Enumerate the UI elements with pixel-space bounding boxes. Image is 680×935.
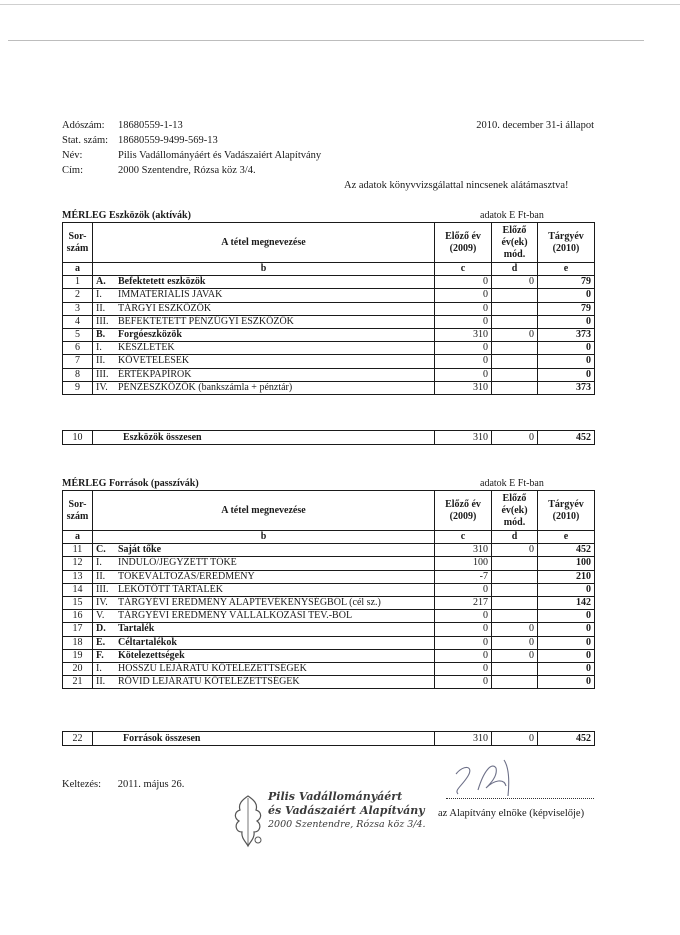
table-row: [63, 676, 595, 689]
row-number: 21: [63, 676, 93, 689]
tax-number-label: Adószám:: [62, 120, 105, 131]
col-header-mod: Előző év(ek) mód.: [492, 491, 538, 531]
table-row: [63, 662, 595, 675]
row-code: IV.: [96, 381, 108, 393]
row-label: PÉNZESZKÖZÖK (bankszámla + pénztár): [118, 381, 293, 393]
row-code: F.: [96, 649, 104, 661]
header-row: [62, 133, 602, 148]
row-name: [93, 368, 435, 381]
assets-unit: adatok E Ft-ban: [480, 210, 544, 221]
row-prev-value: 0: [435, 355, 492, 368]
total-label: Források összesen: [93, 732, 435, 746]
row-name: [93, 649, 435, 662]
total-number: 22: [63, 732, 93, 746]
row-number: 12: [63, 557, 93, 570]
row-prev-value: 310: [435, 328, 492, 341]
row-mod-value: 0: [492, 544, 538, 557]
row-curr-value: 0: [538, 662, 595, 675]
row-curr-value: 0: [538, 342, 595, 355]
row-label: BEFEKTETETT PÉNZÜGYI ESZKÖZÖK: [118, 315, 294, 327]
header-row: [62, 163, 602, 178]
scan-edge-line: [8, 40, 644, 41]
table-row: [63, 583, 595, 596]
col-header-curr: Tárgyév (2010): [538, 223, 595, 263]
row-code: I.: [96, 342, 102, 354]
table-header-row: [63, 491, 595, 531]
col-header-sor: Sor- szám: [63, 223, 93, 263]
column-letter: a: [63, 263, 93, 276]
row-label: KÉSZLETEK: [118, 342, 175, 354]
row-prev-value: 0: [435, 623, 492, 636]
row-number: 19: [63, 649, 93, 662]
column-letter: a: [63, 531, 93, 544]
row-curr-value: 0: [538, 355, 595, 368]
row-code: IV.: [96, 597, 108, 609]
row-name: [93, 610, 435, 623]
row-curr-value: 0: [538, 368, 595, 381]
row-name: [93, 355, 435, 368]
stamp-line: és Vadászaiért Alapítvány: [268, 804, 425, 817]
row-number: 4: [63, 315, 93, 328]
col-header-prev: Előző év (2009): [435, 223, 492, 263]
total-label: Eszközök összesen: [93, 431, 435, 445]
assets-title: MÉRLEG Eszközök (aktívák): [62, 210, 191, 221]
row-name: [93, 570, 435, 583]
row-curr-value: 0: [538, 289, 595, 302]
column-letter: e: [538, 263, 595, 276]
row-mod-value: [492, 381, 538, 394]
column-letter: c: [435, 531, 492, 544]
stat-number-label: Stat. szám:: [62, 135, 109, 146]
row-code: III.: [96, 368, 109, 380]
row-name: [93, 557, 435, 570]
row-prev-value: 0: [435, 315, 492, 328]
row-code: C.: [96, 544, 106, 556]
address-value: 2000 Szentendre, Rózsa köz 3/4.: [118, 165, 256, 176]
scan-edge-line: [0, 4, 680, 5]
table-row: [63, 610, 595, 623]
total-curr-value: 452: [538, 732, 595, 746]
row-label: TÁRGYÉVI EREDMÉNY ALAPTEVÉKENYSÉGBŐL (cél sz.): [118, 597, 381, 609]
row-name: [93, 596, 435, 609]
liabilities-total-table: [62, 731, 595, 746]
row-label: HOSSZÚ LEJÁRATÚ KÖTELEZETTSÉGEK: [118, 662, 307, 674]
row-name: [93, 636, 435, 649]
table-row: [63, 649, 595, 662]
stat-number-value: 18680559-9499-569-13: [118, 135, 218, 146]
column-letter: e: [538, 531, 595, 544]
total-mod-value: 0: [492, 431, 538, 445]
column-letter: c: [435, 263, 492, 276]
row-mod-value: [492, 610, 538, 623]
table-row: [63, 302, 595, 315]
row-mod-value: [492, 557, 538, 570]
row-prev-value: 100: [435, 557, 492, 570]
row-name: [93, 662, 435, 675]
row-code: II.: [96, 570, 106, 582]
row-curr-value: 0: [538, 610, 595, 623]
col-header-name: A tétel megnevezése: [93, 223, 435, 263]
date-value: 2011. május 26.: [117, 779, 185, 790]
row-code: I.: [96, 557, 102, 569]
row-code: III.: [96, 583, 109, 595]
row-mod-value: 0: [492, 649, 538, 662]
row-prev-value: 0: [435, 289, 492, 302]
row-prev-value: 0: [435, 583, 492, 596]
row-name: [93, 583, 435, 596]
document-header: [62, 118, 602, 178]
row-curr-value: 210: [538, 570, 595, 583]
column-letter: d: [492, 531, 538, 544]
row-code: I.: [96, 662, 102, 674]
row-curr-value: 0: [538, 676, 595, 689]
row-name: [93, 381, 435, 394]
name-value: Pilis Vadállományáért és Vadászaiért Alapítvány: [118, 150, 322, 161]
row-number: 3: [63, 302, 93, 315]
table-row: [63, 276, 595, 289]
assets-total-table: [62, 430, 595, 445]
table-row: [63, 289, 595, 302]
row-mod-value: 0: [492, 623, 538, 636]
table-row: [63, 355, 595, 368]
signature-mark: [434, 750, 544, 805]
liabilities-title: MÉRLEG Források (passzívák): [62, 478, 199, 489]
row-number: 1: [63, 276, 93, 289]
row-number: 13: [63, 570, 93, 583]
date-label: Keltezés:: [62, 779, 102, 790]
row-label: INDULÓ/JEGYZETT TŐKE: [118, 557, 237, 569]
row-mod-value: [492, 302, 538, 315]
column-letter: d: [492, 263, 538, 276]
table-row: [63, 368, 595, 381]
table-row: [63, 623, 595, 636]
row-mod-value: [492, 368, 538, 381]
row-number: 5: [63, 328, 93, 341]
row-label: Befektetett eszközök: [118, 276, 206, 288]
row-prev-value: 0: [435, 649, 492, 662]
row-curr-value: 0: [538, 636, 595, 649]
row-prev-value: 0: [435, 662, 492, 675]
table-header-row: [63, 223, 595, 263]
row-label: TŐKEVÁLTOZÁS/EREDMÉNY: [118, 570, 255, 582]
col-header-sor: Sor- szám: [63, 491, 93, 531]
row-number: 8: [63, 368, 93, 381]
signature-block: [424, 750, 604, 840]
row-curr-value: 452: [538, 544, 595, 557]
row-prev-value: 310: [435, 381, 492, 394]
column-letter: b: [93, 263, 435, 276]
row-mod-value: [492, 596, 538, 609]
stamp-line: 2000 Szentendre, Rózsa köz 3/4.: [268, 819, 426, 830]
row-prev-value: 0: [435, 342, 492, 355]
table-row: [63, 381, 595, 394]
date-line: [62, 779, 184, 790]
total-row: [63, 431, 595, 445]
row-prev-value: 0: [435, 610, 492, 623]
row-label: TÁRGYÉVI EREDMÉNY VÁLLALKOZÁSI TEV.-BŐL: [118, 610, 353, 622]
name-label: Név:: [62, 150, 83, 161]
table-row: [63, 570, 595, 583]
column-letter: b: [93, 531, 435, 544]
row-curr-value: 142: [538, 596, 595, 609]
row-curr-value: 0: [538, 583, 595, 596]
oak-leaf-icon: [228, 790, 268, 850]
signature-line: [446, 798, 594, 799]
row-curr-value: 373: [538, 328, 595, 341]
total-prev-value: 310: [435, 732, 492, 746]
row-label: Tartalék: [118, 623, 155, 635]
row-mod-value: [492, 583, 538, 596]
row-label: Saját tőke: [118, 544, 162, 556]
total-mod-value: 0: [492, 732, 538, 746]
row-code: A.: [96, 276, 106, 288]
row-number: 7: [63, 355, 93, 368]
row-name: [93, 342, 435, 355]
total-prev-value: 310: [435, 431, 492, 445]
row-prev-value: 0: [435, 368, 492, 381]
col-header-prev: Előző év (2009): [435, 491, 492, 531]
row-number: 18: [63, 636, 93, 649]
row-mod-value: [492, 570, 538, 583]
row-code: V.: [96, 610, 105, 622]
row-label: RÖVID LEJÁRATÚ KÖTELEZETTSÉGEK: [118, 676, 300, 688]
row-prev-value: 310: [435, 544, 492, 557]
row-code: I.: [96, 289, 102, 301]
row-label: LEKÖTÖTT TARTALÉK: [118, 583, 223, 595]
row-number: 15: [63, 596, 93, 609]
row-curr-value: 0: [538, 315, 595, 328]
header-row: [62, 118, 602, 133]
signature-caption: az Alapítvány elnöke (képviselője): [438, 808, 585, 819]
row-number: 11: [63, 544, 93, 557]
table-row: [63, 315, 595, 328]
liabilities-unit: adatok E Ft-ban: [480, 478, 544, 489]
row-code: II.: [96, 676, 106, 688]
row-name: [93, 544, 435, 557]
row-number: 14: [63, 583, 93, 596]
row-mod-value: 0: [492, 276, 538, 289]
row-curr-value: 0: [538, 649, 595, 662]
header-row: [62, 148, 602, 163]
row-name: [93, 289, 435, 302]
row-prev-value: -7: [435, 570, 492, 583]
row-number: 17: [63, 623, 93, 636]
row-code: B.: [96, 329, 106, 341]
row-mod-value: [492, 315, 538, 328]
row-prev-value: 0: [435, 276, 492, 289]
row-name: [93, 328, 435, 341]
stamp-line: Pilis Vadállományáért: [268, 790, 403, 803]
row-mod-value: [492, 355, 538, 368]
foundation-stamp: [228, 790, 428, 850]
row-curr-value: 0: [538, 623, 595, 636]
row-label: Kötelezettségek: [118, 649, 185, 661]
row-prev-value: 217: [435, 596, 492, 609]
column-letter-row: [63, 263, 595, 276]
row-mod-value: 0: [492, 328, 538, 341]
row-number: 2: [63, 289, 93, 302]
row-label: IMMATERIÁLIS JAVAK: [118, 289, 223, 301]
address-label: Cím:: [62, 165, 84, 176]
row-name: [93, 676, 435, 689]
row-curr-value: 373: [538, 381, 595, 394]
tax-number-value: 18680559-1-13: [118, 120, 183, 131]
state-date: 2010. december 31-i állapot: [476, 120, 594, 131]
assets-table: [62, 222, 595, 395]
liabilities-table: [62, 490, 595, 689]
row-name: [93, 302, 435, 315]
table-row: [63, 596, 595, 609]
table-row: [63, 636, 595, 649]
col-header-name: A tétel megnevezése: [93, 491, 435, 531]
row-mod-value: [492, 662, 538, 675]
row-label: ÉRTÉKPAPÍROK: [118, 368, 192, 380]
row-mod-value: 0: [492, 636, 538, 649]
row-code: II.: [96, 355, 106, 367]
row-mod-value: [492, 289, 538, 302]
row-name: [93, 276, 435, 289]
row-number: 20: [63, 662, 93, 675]
table-row: [63, 544, 595, 557]
total-number: 10: [63, 431, 93, 445]
row-number: 9: [63, 381, 93, 394]
row-curr-value: 79: [538, 276, 595, 289]
row-curr-value: 79: [538, 302, 595, 315]
row-prev-value: 0: [435, 676, 492, 689]
row-code: E.: [96, 636, 106, 648]
row-prev-value: 0: [435, 302, 492, 315]
row-mod-value: [492, 342, 538, 355]
row-label: KÖVETELÉSEK: [118, 355, 190, 367]
col-header-mod: Előző év(ek) mód.: [492, 223, 538, 263]
row-label: Céltartalékok: [118, 636, 177, 648]
row-code: D.: [96, 623, 106, 635]
row-number: 16: [63, 610, 93, 623]
row-code: III.: [96, 315, 109, 327]
total-curr-value: 452: [538, 431, 595, 445]
row-code: II.: [96, 302, 106, 314]
row-name: [93, 315, 435, 328]
row-mod-value: [492, 676, 538, 689]
audit-note: Az adatok könyvvizsgálattal nincsenek alátámasztva!: [344, 180, 569, 191]
row-label: TÁRGYI ESZKÖZÖK: [118, 302, 212, 314]
row-prev-value: 0: [435, 636, 492, 649]
col-header-curr: Tárgyév (2010): [538, 491, 595, 531]
stamp-text: [268, 790, 426, 832]
row-number: 6: [63, 342, 93, 355]
table-row: [63, 328, 595, 341]
table-row: [63, 557, 595, 570]
row-name: [93, 623, 435, 636]
column-letter-row: [63, 531, 595, 544]
table-row: [63, 342, 595, 355]
total-row: [63, 732, 595, 746]
row-label: Forgóeszközök: [118, 329, 182, 341]
row-curr-value: 100: [538, 557, 595, 570]
